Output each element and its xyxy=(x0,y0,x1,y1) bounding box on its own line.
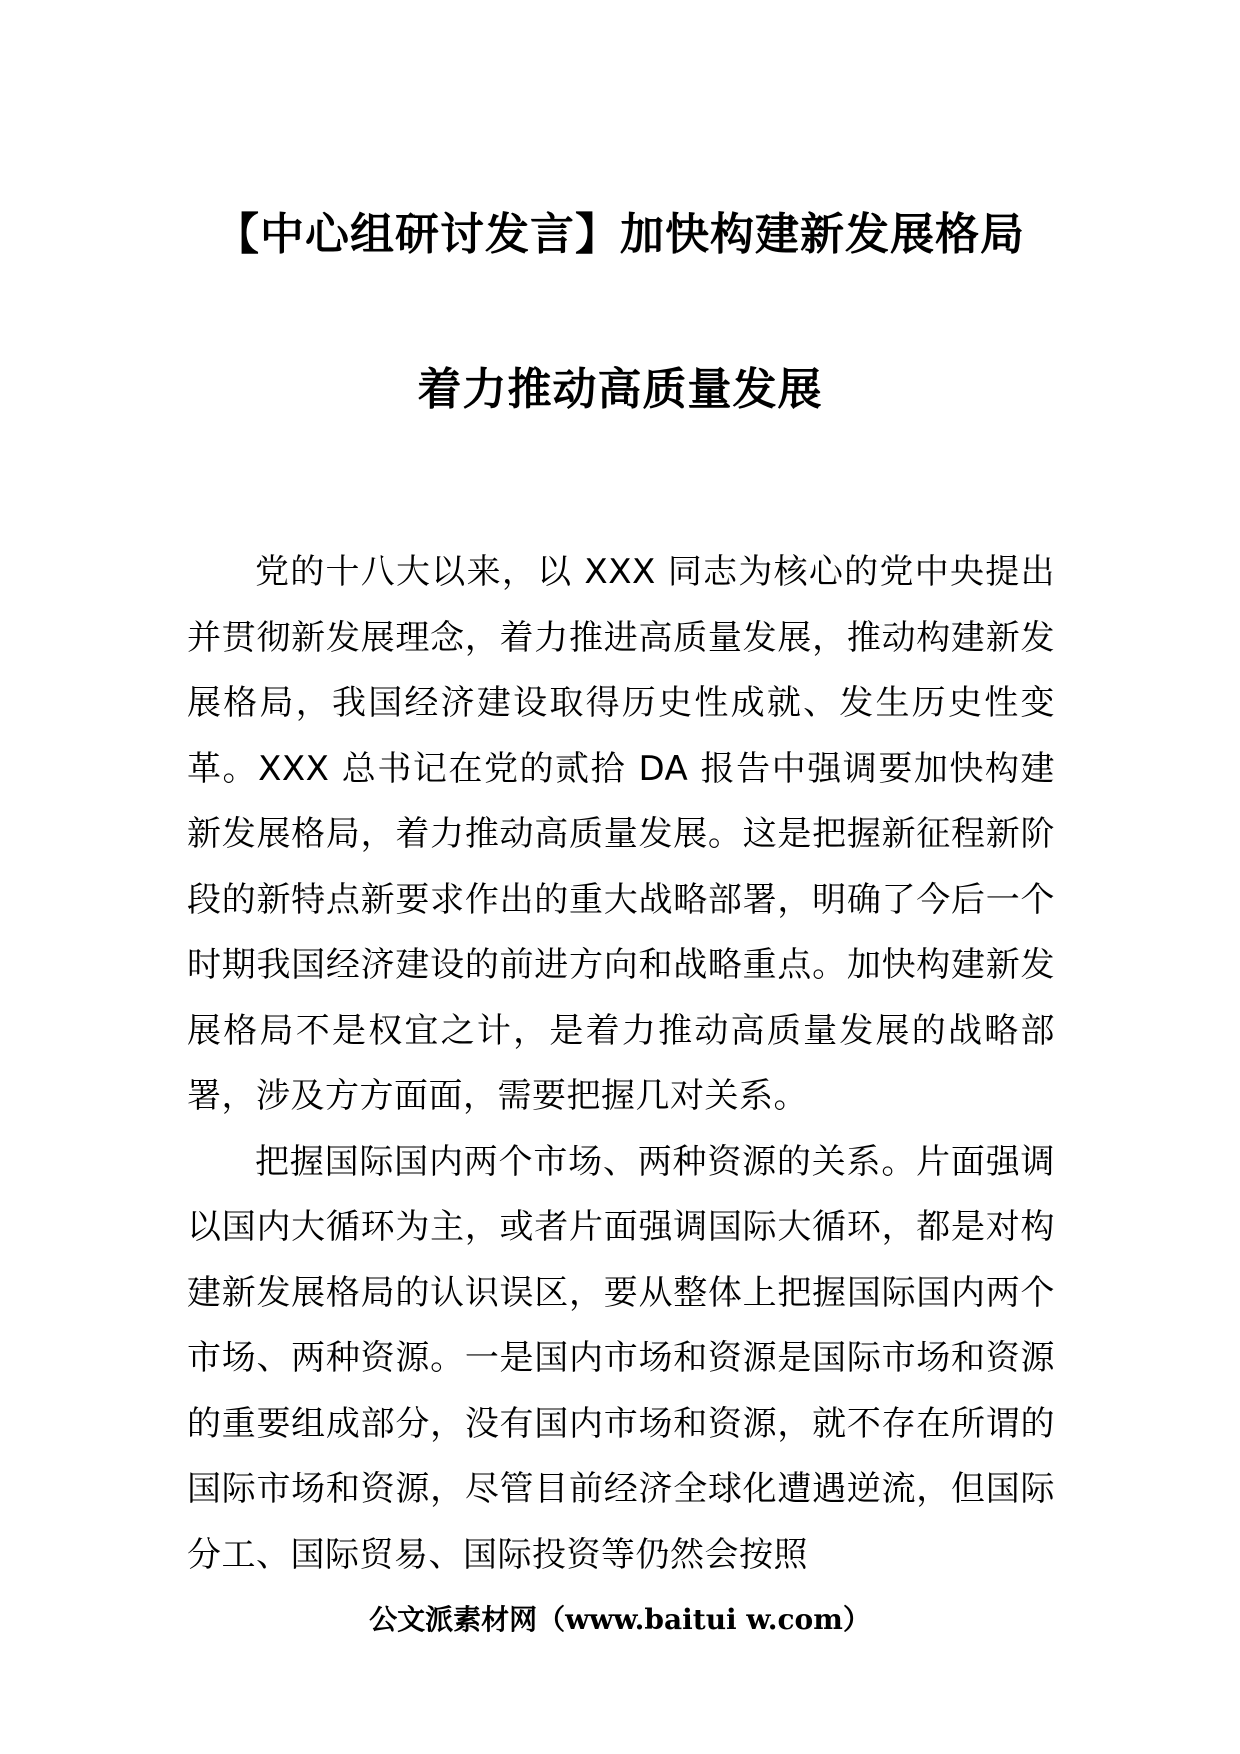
paragraph-2: 把握国际国内两个市场、两种资源的关系。片面强调以国内大循环为主，或者片面强调国际大循环，都是对构建新发展格局的认识误区，要从整体上把握国际国内两个市场、两种资源。一是国内市场和资源是国际市场和资源的重要组成部分，没有国内市场和资源，就不存在所谓的国际市场和资源，尽管目前经济全球化遭遇逆流，但国际分工、国际贸易、国际投资等仍然会按照 xyxy=(187,1141,1055,1575)
document-title-line-2: 着力推动高质量发展 xyxy=(417,364,823,415)
page-footer: 公文派素材网（www.baitui w.com） xyxy=(369,1603,871,1636)
document-body xyxy=(187,540,1055,1588)
paragraph-1: 党的十八大以来，以 XXX 同志为核心的党中央提出并贯彻新发展理念，着力推进高质量发展，推动构建新发展格局，我国经济建设取得历史性成就、发生历史性变革。XXX 总书记在党的贰拾 DA 报告中强调要加快构建新发展格局，着力推动高质量发展。这是把握新征程新阶段的新特点新要求作出的重大战略部署，明确了今后一个时期我国经济建设的前进方向和战略重点。加快构建新发展格局不是权宜之计，是着力推动高质量发展的战略部署，涉及方方面面，需要把握几对关系。 xyxy=(187,552,1055,1116)
document-title-line-1: 【中心组研讨发言】加快构建新发展格局 xyxy=(215,209,1025,260)
